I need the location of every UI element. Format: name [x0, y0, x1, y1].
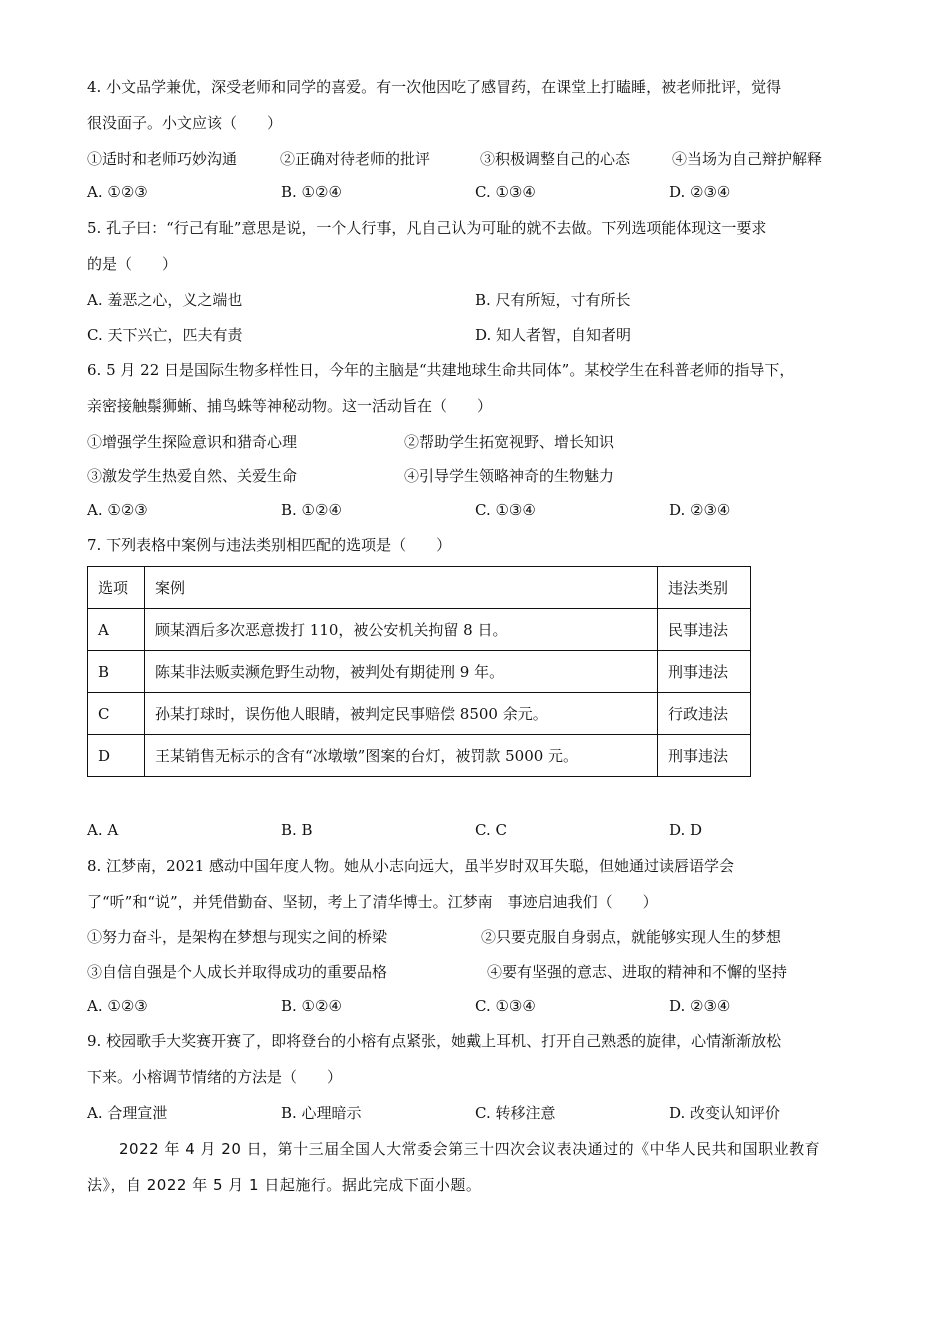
q8-option-b: B. ①②④ — [281, 997, 342, 1015]
table-cell-case: 王某销售无标示的含有“冰墩墩”图案的台灯，被罚款 5000 元。 — [145, 735, 658, 777]
table-cell-case: 孙某打球时，误伤他人眼睛，被判定民事赔偿 8500 余元。 — [145, 693, 658, 735]
q8-option-d: D. ②③④ — [669, 997, 731, 1015]
material-line2: 法》，自 2022 年 5 月 1 日起施行。据此完成下面小题。 — [87, 1176, 482, 1194]
q6-item-4: ④引导学生领略神奇的生物魅力 — [404, 467, 615, 485]
table-cell-category: 刑事违法 — [658, 651, 751, 693]
q6-option-a: A. ①②③ — [87, 501, 148, 519]
table-header-row — [88, 567, 751, 609]
q4-option-d: D. ②③④ — [669, 183, 731, 201]
table-cell-category: 刑事违法 — [658, 735, 751, 777]
q4-option-a: A. ①②③ — [87, 183, 148, 201]
q8-option-a: A. ①②③ — [87, 997, 148, 1015]
q6-option-c: C. ①③④ — [475, 501, 536, 519]
q5-option-c: C. 天下兴亡，匹夫有责 — [87, 326, 243, 344]
q5-option-d: D. 知人者智，自知者明 — [475, 326, 632, 344]
q9-stem-line2: 下来。小榕调节情绪的方法是（ ） — [87, 1068, 343, 1086]
q7-option-d: D. D — [669, 821, 703, 839]
q5-stem-line2: 的是（ ） — [87, 255, 178, 273]
table-cell-category: 民事违法 — [658, 609, 751, 651]
q7-option-a: A. A — [87, 821, 119, 839]
q4-item-1: ①适时和老师巧妙沟通 — [87, 150, 238, 168]
table-row — [88, 651, 751, 693]
q7-stem: 7. 下列表格中案例与违法类别相匹配的选项是（ ） — [87, 536, 452, 554]
q9-stem-line1: 9. 校园歌手大奖赛开赛了，即将登台的小榕有点紧张，她戴上耳机、打开自己熟悉的旋律，心情渐渐放松 — [87, 1032, 782, 1050]
table-row — [88, 735, 751, 777]
q8-stem-line1: 8. 江梦南，2021 感动中国年度人物。她从小志向远大，虽半岁时双耳失聪，但她通过读唇语学会 — [87, 857, 735, 875]
q7-option-b: B. B — [281, 821, 313, 839]
table-header-category: 违法类别 — [658, 567, 751, 609]
q8-item-2: ②只要克服自身弱点，就能够实现人生的梦想 — [481, 928, 782, 946]
q6-option-d: D. ②③④ — [669, 501, 731, 519]
q4-option-b: B. ①②④ — [281, 183, 342, 201]
case-table — [87, 566, 751, 777]
table-cell-case: 陈某非法贩卖濒危野生动物，被判处有期徒刑 9 年。 — [145, 651, 658, 693]
table-header-case: 案例 — [145, 567, 658, 609]
q6-item-1: ①增强学生探险意识和猎奇心理 — [87, 433, 298, 451]
q5-option-a: A. 羞恶之心，义之端也 — [87, 291, 243, 309]
table-cell-option: B — [88, 651, 145, 693]
q8-item-3: ③自信自强是个人成长并取得成功的重要品格 — [87, 963, 388, 981]
q4-item-3: ③积极调整自己的心态 — [480, 150, 631, 168]
q9-option-c: C. 转移注意 — [475, 1104, 556, 1122]
q7-option-c: C. C — [475, 821, 507, 839]
q6-stem-line2: 亲密接触鬃狮蜥、捕鸟蛛等神秘动物。这一活动旨在（ ） — [87, 397, 493, 415]
q6-item-3: ③激发学生热爱自然、关爱生命 — [87, 467, 298, 485]
q4-item-4: ④当场为自己辩护解释 — [672, 150, 823, 168]
q9-option-b: B. 心理暗示 — [281, 1104, 362, 1122]
q8-item-1: ①努力奋斗，是架构在梦想与现实之间的桥梁 — [87, 928, 388, 946]
table-cell-option: D — [88, 735, 145, 777]
q4-option-c: C. ①③④ — [475, 183, 536, 201]
q9-option-a: A. 合理宣泄 — [87, 1104, 168, 1122]
table-row — [88, 693, 751, 735]
q4-item-2: ②正确对待老师的批评 — [280, 150, 431, 168]
q8-option-c: C. ①③④ — [475, 997, 536, 1015]
table-cell-category: 行政违法 — [658, 693, 751, 735]
q6-item-2: ②帮助学生拓宽视野、增长知识 — [404, 433, 615, 451]
q6-option-b: B. ①②④ — [281, 501, 342, 519]
table-row — [88, 609, 751, 651]
q8-stem-line2: 了“听”和“说”，并凭借勤奋、坚韧，考上了清华博士。江梦南 事迹启迪我们（ ） — [87, 893, 658, 911]
q6-stem-line1: 6. 5 月 22 日是国际生物多样性日，今年的主脑是“共建地球生命共同体”。某校学生在科普老师的指导下， — [87, 361, 795, 379]
q8-item-4: ④要有坚强的意志、进取的精神和不懈的坚持 — [487, 963, 788, 981]
q9-option-d: D. 改变认知评价 — [669, 1104, 781, 1122]
q4-stem-line1: 4. 小文品学兼优，深受老师和同学的喜爱。有一次他因吃了感冒药，在课堂上打瞌睡，被老师批评，觉得 — [87, 78, 782, 96]
table-cell-case: 顾某酒后多次恶意拨打 110，被公安机关拘留 8 日。 — [145, 609, 658, 651]
table-header-option: 选项 — [88, 567, 145, 609]
table-cell-option: C — [88, 693, 145, 735]
q4-stem-line2: 很没面子。小文应该（ ） — [87, 114, 283, 132]
q5-option-b: B. 尺有所短，寸有所长 — [475, 291, 631, 309]
table-cell-option: A — [88, 609, 145, 651]
material-line1: 2022 年 4 月 20 日，第十三届全国人大常委会第三十四次会议表决通过的《中华人民共和国职业教育 — [119, 1140, 821, 1158]
q5-stem-line1: 5. 孔子曰：“行己有耻”意思是说，一个人行事，凡自己认为可耻的就不去做。下列选项能体现这一要求 — [87, 219, 767, 237]
